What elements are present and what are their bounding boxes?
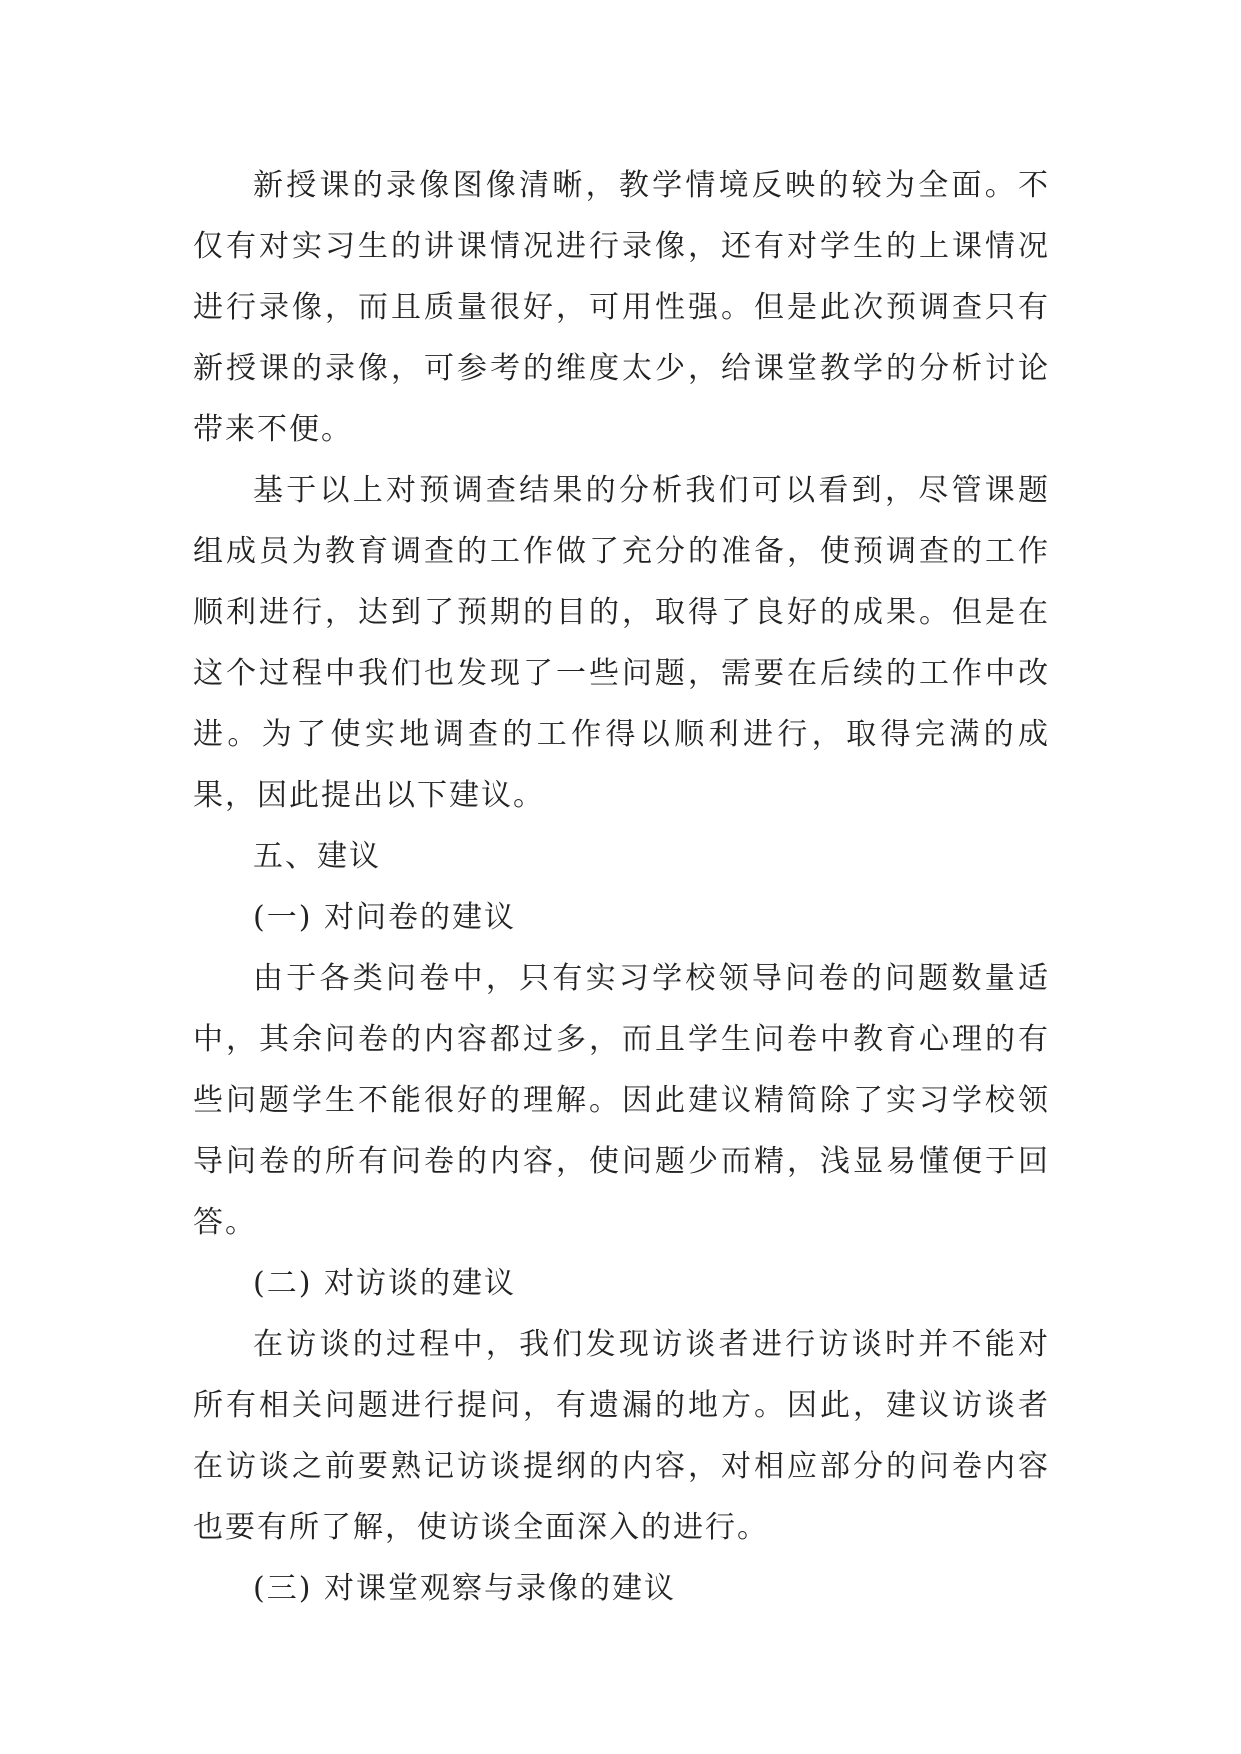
subsection-heading-interview: (二) 对访谈的建议 (253, 1266, 516, 1301)
subsection-heading-observation: (三) 对课堂观察与录像的建议 (253, 1571, 676, 1606)
paragraph-video-quality: 新授课的录像图像清晰，教学情境反映的较为全面。不仅有对实习生的讲课情况进行录像，还有对学生的上课情况进行录像，而且质量很好，可用性强。但是此次预调查只有新授课的录像，可参考的维度太少，给课堂教学的分析讨论带来不便。 (193, 168, 1050, 447)
document-body (193, 155, 1050, 1619)
paragraph-interview-suggestion: 在访谈的过程中，我们发现访谈者进行访谈时并不能对所有相关问题进行提问，有遗漏的地方。因此，建议访谈者在访谈之前要熟记访谈提纲的内容，对相应部分的问卷内容也要有所了解，使访谈全面深入的进行。 (193, 1327, 1050, 1545)
subsection-heading-questionnaire: (一) 对问卷的建议 (253, 900, 516, 935)
paragraph-analysis-summary: 基于以上对预调查结果的分析我们可以看到，尽管课题组成员为教育调查的工作做了充分的准备，使预调查的工作顺利进行，达到了预期的目的，取得了良好的成果。但是在这个过程中我们也发现了一些问题，需要在后续的工作中改进。为了使实地调查的工作得以顺利进行，取得完满的成果，因此提出以下建议。 (193, 473, 1050, 813)
paragraph-questionnaire-suggestion: 由于各类问卷中，只有实习学校领导问卷的问题数量适中，其余问卷的内容都过多，而且学生问卷中教育心理的有些问题学生不能很好的理解。因此建议精简除了实习学校领导问卷的所有问卷的内容，使问题少而精，浅显易懂便于回答。 (193, 961, 1050, 1240)
section-heading-suggestions: 五、建议 (253, 839, 381, 874)
